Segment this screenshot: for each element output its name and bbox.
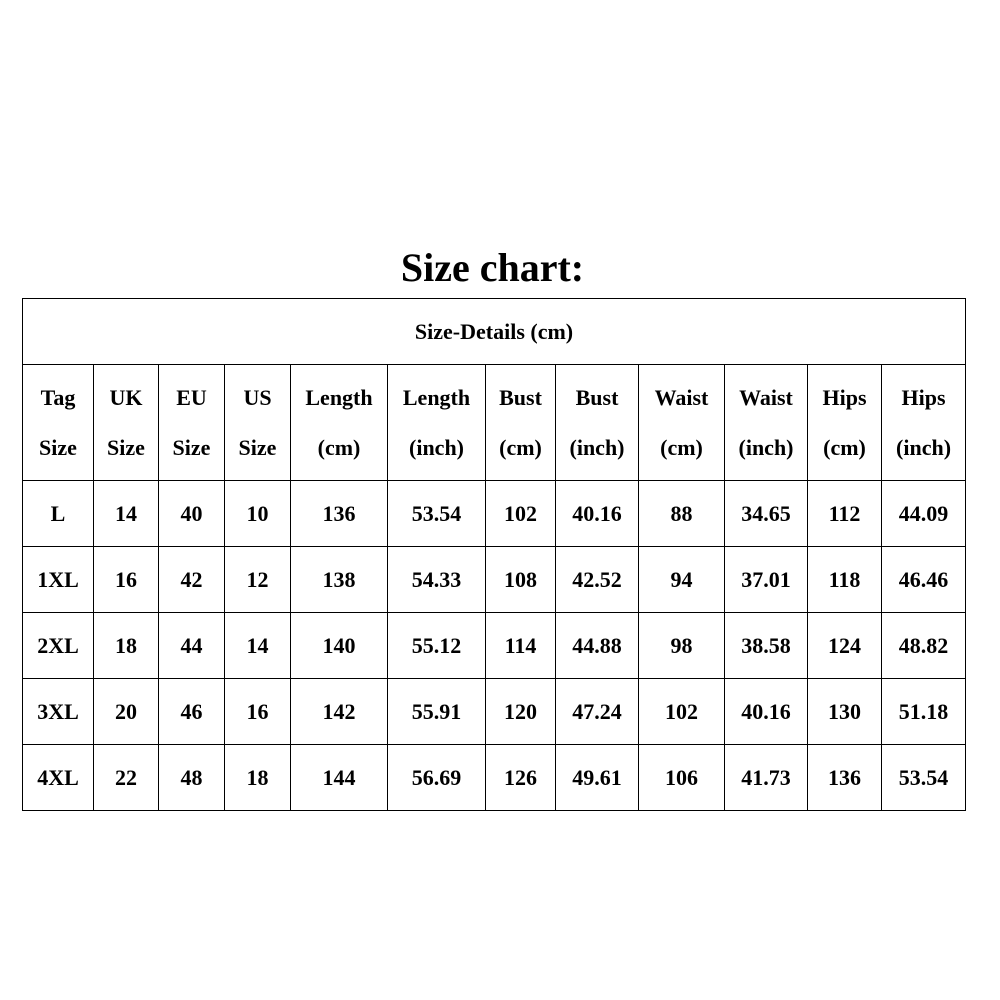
table-header-row [23, 365, 966, 481]
column-header [808, 365, 882, 481]
column-header-line: Size [238, 434, 277, 460]
table-cell: 144 [291, 745, 388, 811]
column-header-line: EU [176, 384, 207, 410]
table-cell: 40.16 [725, 679, 808, 745]
table-cell: 130 [808, 679, 882, 745]
column-header [23, 365, 94, 481]
table-cell: 54.33 [388, 547, 486, 613]
table-cell: 112 [808, 481, 882, 547]
table-cell: 48 [159, 745, 225, 811]
column-header [94, 365, 159, 481]
table-cell: 16 [94, 547, 159, 613]
column-header [639, 365, 725, 481]
table-cell: 42 [159, 547, 225, 613]
column-header [486, 365, 556, 481]
table-cell: 2XL [23, 613, 94, 679]
table-row [23, 547, 966, 613]
column-header-line: Size [172, 434, 211, 460]
table-cell: 46.46 [882, 547, 966, 613]
table-cell: 102 [486, 481, 556, 547]
column-header-line: Waist [654, 384, 709, 410]
table-cell: 44.09 [882, 481, 966, 547]
table-cell: 124 [808, 613, 882, 679]
table-cell: 56.69 [388, 745, 486, 811]
table-cell: 42.52 [556, 547, 639, 613]
table-row [23, 745, 966, 811]
table-cell: 120 [486, 679, 556, 745]
column-header-line: (inch) [409, 434, 464, 460]
column-header-line: (cm) [660, 434, 703, 460]
column-header-line: Size [107, 434, 145, 460]
column-header [291, 365, 388, 481]
table-cell: 40 [159, 481, 225, 547]
table-cell: 108 [486, 547, 556, 613]
column-header-line: (inch) [896, 434, 952, 460]
table-cell: L [23, 481, 94, 547]
table-cell: 22 [94, 745, 159, 811]
column-header-line: Tag [40, 384, 76, 410]
column-header [556, 365, 639, 481]
table-cell: 48.82 [882, 613, 966, 679]
column-header-line: Length [402, 384, 471, 410]
table-cell: 44.88 [556, 613, 639, 679]
table-cell: 94 [639, 547, 725, 613]
table-row [23, 613, 966, 679]
table-cell: 40.16 [556, 481, 639, 547]
column-header-line: (cm) [499, 434, 542, 460]
column-header [725, 365, 808, 481]
column-header-line: UK [109, 384, 143, 410]
table-row [23, 679, 966, 745]
table-cell: 20 [94, 679, 159, 745]
table-cell: 47.24 [556, 679, 639, 745]
table-cell: 102 [639, 679, 725, 745]
column-header [225, 365, 291, 481]
table-cell: 14 [225, 613, 291, 679]
table-caption: Size-Details (cm) [23, 299, 966, 365]
column-header-line: Bust [499, 384, 542, 410]
column-header-line: Hips [822, 384, 867, 410]
table-cell: 18 [225, 745, 291, 811]
table-cell: 106 [639, 745, 725, 811]
table-cell: 18 [94, 613, 159, 679]
table-cell: 37.01 [725, 547, 808, 613]
table-cell: 114 [486, 613, 556, 679]
table-cell: 55.91 [388, 679, 486, 745]
table-cell: 16 [225, 679, 291, 745]
table-cell: 12 [225, 547, 291, 613]
column-header-line: Waist [739, 384, 793, 410]
table-cell: 1XL [23, 547, 94, 613]
column-header-line: Length [305, 384, 373, 410]
table-cell: 34.65 [725, 481, 808, 547]
table-body [23, 481, 966, 811]
column-header-line: Bust [575, 384, 619, 410]
table-cell: 49.61 [556, 745, 639, 811]
table-cell: 136 [808, 745, 882, 811]
size-table [22, 298, 966, 811]
table-cell: 98 [639, 613, 725, 679]
table-cell: 14 [94, 481, 159, 547]
table-cell: 126 [486, 745, 556, 811]
column-header-line: (cm) [317, 434, 361, 460]
table-row [23, 481, 966, 547]
table-cell: 3XL [23, 679, 94, 745]
column-header-line: Size [39, 434, 77, 460]
column-header [388, 365, 486, 481]
column-header-line: Hips [901, 384, 946, 410]
table-cell: 136 [291, 481, 388, 547]
table-cell: 53.54 [388, 481, 486, 547]
table-cell: 118 [808, 547, 882, 613]
column-header [882, 365, 966, 481]
table-cell: 51.18 [882, 679, 966, 745]
table-cell: 140 [291, 613, 388, 679]
page-title: Size chart: [400, 245, 585, 290]
table-cell: 142 [291, 679, 388, 745]
column-header [159, 365, 225, 481]
table-cell: 10 [225, 481, 291, 547]
table-cell: 46 [159, 679, 225, 745]
column-header-line: (inch) [738, 434, 794, 460]
table-cell: 44 [159, 613, 225, 679]
table-cell: 41.73 [725, 745, 808, 811]
table-cell: 88 [639, 481, 725, 547]
column-header-line: (inch) [569, 434, 625, 460]
table-cell: 138 [291, 547, 388, 613]
column-header-line: (cm) [823, 434, 866, 460]
table-cell: 55.12 [388, 613, 486, 679]
column-header-line: US [243, 384, 272, 410]
table-cell: 4XL [23, 745, 94, 811]
table-cell: 53.54 [882, 745, 966, 811]
table-cell: 38.58 [725, 613, 808, 679]
